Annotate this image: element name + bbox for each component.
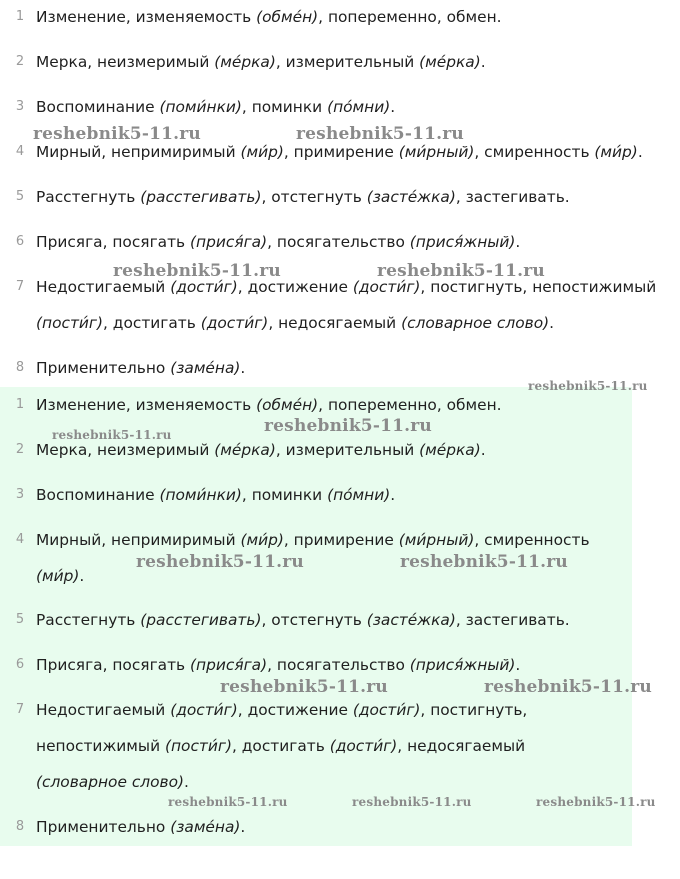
- item-number: 8: [15, 360, 25, 375]
- watermark: reshebnik5-11.ru: [113, 261, 281, 281]
- item-text: Присяга, посягать (прися́га), посягательство (прися́жный).: [36, 233, 521, 251]
- item-text: (пости́г), достигать (дости́г), недосягаемый (словарное слово).: [36, 314, 555, 332]
- item-text: Недостигаемый (дости́г), достижение (дости́г), постигнуть,: [36, 701, 528, 719]
- watermark: reshebnik5-11.ru: [136, 552, 304, 572]
- item-text: Недостигаемый (дости́г), достижение (дости́г), постигнуть, непостижимый: [36, 278, 657, 296]
- item-number: 4: [15, 532, 25, 547]
- item-text: Применительно (заме́на).: [36, 359, 246, 377]
- item-text: Мирный, непримиримый (ми́р), примирение (ми́рный), смиренность: [36, 531, 590, 549]
- watermark: reshebnik5-11.ru: [400, 552, 568, 572]
- item-text: Изменение, изменяемость (обме́н), попеременно, обмен.: [36, 396, 502, 414]
- item-text: Мирный, непримиримый (ми́р), примирение (ми́рный), смиренность (ми́р).: [36, 143, 643, 161]
- item-number: 6: [15, 657, 25, 672]
- item-number: 7: [15, 279, 25, 294]
- item-text: Расстегнуть (расстегивать), отстегнуть (засте́жка), застегивать.: [36, 611, 570, 629]
- item-number: 2: [15, 442, 25, 457]
- item-text: Изменение, изменяемость (обме́н), попеременно, обмен.: [36, 8, 502, 26]
- item-number: 4: [15, 144, 25, 159]
- watermark: reshebnik5-11.ru: [220, 677, 388, 697]
- item-text: Воспоминание (поми́нки), поминки (по́мни).: [36, 486, 396, 504]
- watermark: reshebnik5-11.ru: [264, 416, 432, 436]
- watermark: reshebnik5-11.ru: [352, 795, 472, 809]
- watermark: reshebnik5-11.ru: [484, 677, 652, 697]
- item-number: 6: [15, 234, 25, 249]
- item-number: 5: [15, 189, 25, 204]
- watermark: reshebnik5-11.ru: [528, 379, 648, 393]
- item-text: Воспоминание (поми́нки), поминки (по́мни).: [36, 98, 396, 116]
- watermark: reshebnik5-11.ru: [168, 795, 288, 809]
- item-number: 1: [15, 397, 25, 412]
- watermark: reshebnik5-11.ru: [536, 795, 656, 809]
- item-number: 5: [15, 612, 25, 627]
- item-text: Мерка, неизмеримый (ме́рка), измерительный (ме́рка).: [36, 441, 486, 459]
- item-text: непостижимый (пости́г), достигать (дости́г), недосягаемый: [36, 737, 526, 755]
- item-number: 3: [15, 487, 25, 502]
- item-text: Расстегнуть (расстегивать), отстегнуть (засте́жка), застегивать.: [36, 188, 570, 206]
- item-text: (словарное слово).: [36, 773, 189, 791]
- item-number: 2: [15, 54, 25, 69]
- item-text: Применительно (заме́на).: [36, 818, 246, 836]
- item-number: 8: [15, 819, 25, 834]
- item-text: Присяга, посягать (прися́га), посягательство (прися́жный).: [36, 656, 521, 674]
- watermark: reshebnik5-11.ru: [33, 124, 201, 144]
- watermark: reshebnik5-11.ru: [52, 428, 172, 442]
- item-text: Мерка, неизмеримый (ме́рка), измерительный (ме́рка).: [36, 53, 486, 71]
- watermark: reshebnik5-11.ru: [296, 124, 464, 144]
- item-text: (ми́р).: [36, 567, 85, 585]
- watermark: reshebnik5-11.ru: [377, 261, 545, 281]
- item-number: 1: [15, 9, 25, 24]
- item-number: 3: [15, 99, 25, 114]
- item-number: 7: [15, 702, 25, 717]
